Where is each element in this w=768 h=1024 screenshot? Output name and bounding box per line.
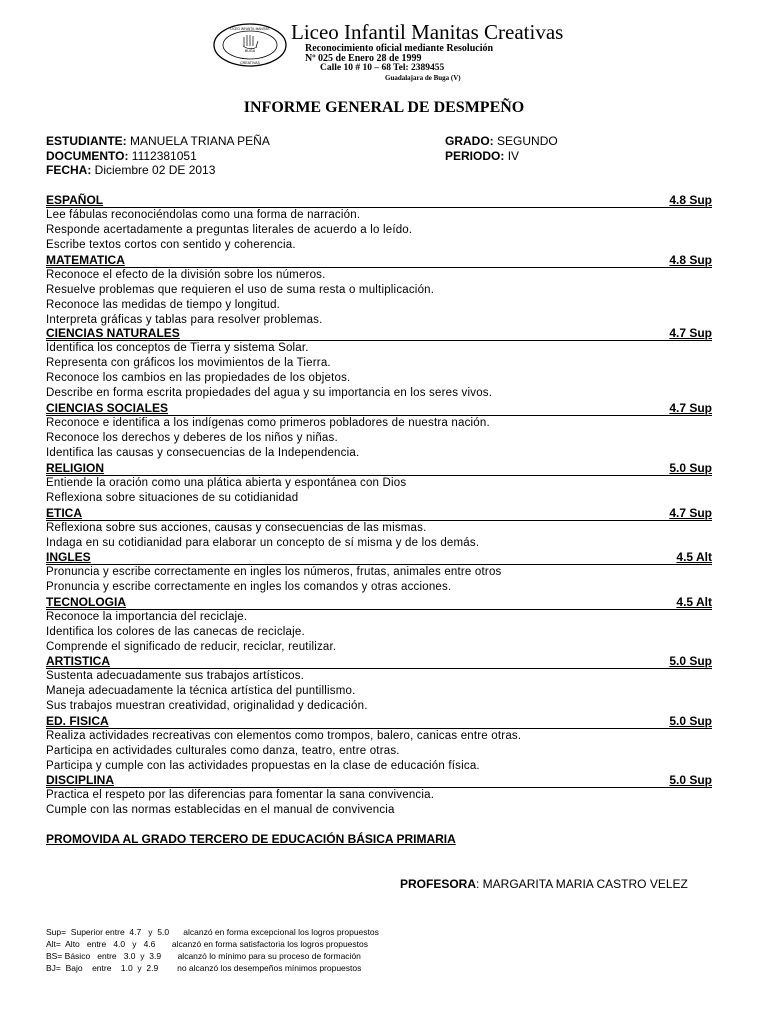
period-value: IV bbox=[507, 149, 520, 163]
logo-text-bottom: CREATIVAS bbox=[240, 61, 260, 65]
subject-header bbox=[46, 506, 712, 521]
header-resolution-number: Nº 025 de Enero 28 de 1999 bbox=[305, 53, 422, 64]
achievement-line: Responde acertadamente a preguntas literales de acuerdo a lo leído. bbox=[46, 224, 413, 236]
achievement-line: Lee fábulas reconociéndolas como una forma de narración. bbox=[46, 209, 361, 221]
achievement-line: Sustenta adecuadamente sus trabajos artísticos. bbox=[46, 670, 305, 682]
subject-header bbox=[46, 773, 712, 788]
subject-grade: 4.8 Sup bbox=[669, 193, 712, 207]
logo-text-top: LICEO INFANTIL MANITAS bbox=[230, 27, 270, 31]
subject-name: ED. FISICA bbox=[46, 714, 109, 728]
hand-icon bbox=[243, 35, 258, 49]
achievement-line: Identifica los conceptos de Tierra y sistema Solar. bbox=[46, 342, 309, 354]
achievement-line: Identifica las causas y consecuencias de la Independencia. bbox=[46, 447, 360, 459]
achievement-line: Describe en forma escrita propiedades del agua y su importancia en los seres vivos. bbox=[46, 387, 493, 399]
document-row bbox=[46, 149, 197, 163]
achievement-line: Escribe textos cortos con sentido y coherencia. bbox=[46, 239, 296, 251]
subject-header bbox=[46, 654, 712, 669]
subject-name: CIENCIAS NATURALES bbox=[46, 326, 180, 340]
achievement-line: Reconoce los derechos y deberes de los niños y niñas. bbox=[46, 432, 338, 444]
subject-header bbox=[46, 193, 712, 208]
achievement-line: Realiza actividades recreativas con elementos como trompos, balero, canicas entre otras. bbox=[46, 730, 522, 742]
promotion-statement: PROMOVIDA AL GRADO TERCERO DE EDUCACIÓN BÁSICA PRIMARIA bbox=[46, 832, 456, 846]
document-label: DOCUMENTO: bbox=[46, 149, 129, 163]
date-row bbox=[46, 163, 215, 177]
subject-name: DISCIPLINA bbox=[46, 773, 115, 787]
teacher-row bbox=[400, 877, 688, 891]
achievement-line: Identifica los colores de las canecas de reciclaje. bbox=[46, 626, 305, 638]
subject-grade: 4.5 Alt bbox=[676, 595, 712, 609]
achievement-line: Reconoce la importancia del reciclaje. bbox=[46, 611, 248, 623]
achievement-line: Sus trabajos muestran creatividad, originalidad y dedicación. bbox=[46, 700, 368, 712]
achievement-line: Resuelve problemas que requieren el uso de suma resta o multiplicación. bbox=[46, 284, 435, 296]
achievement-line: Practica el respeto por las diferencias para fomentar la sana convivencia. bbox=[46, 789, 435, 801]
subject-grade: 4.7 Sup bbox=[669, 401, 712, 415]
report-title: INFORME GENERAL DE DESMPEÑO bbox=[243, 99, 525, 116]
achievement-line: Participa en actividades culturales como danza, teatro, entre otras. bbox=[46, 745, 400, 757]
achievement-line: Reconoce las medidas de tiempo y longitud. bbox=[46, 299, 281, 311]
document-number: 1112381051 bbox=[131, 149, 197, 163]
achievement-line: Comprende el significado de reducir, reciclar, reutilizar. bbox=[46, 641, 337, 653]
achievement-line: Cumple con las normas establecidas en el manual de convivencia bbox=[46, 804, 395, 816]
subject-name: INGLES bbox=[46, 550, 91, 564]
subject-grade: 5.0 Sup bbox=[669, 461, 712, 475]
achievement-line: Representa con gráficos los movimientos de la Tierra. bbox=[46, 357, 331, 369]
subject-name: ARTISTICA bbox=[46, 654, 110, 668]
legend-bajo: BJ= Bajo entre 1.0 y 2.9 no alcanzó los desempeños mínimos propuestos bbox=[46, 963, 362, 973]
header-address: Calle 10 # 10 – 68 Tel: 2389455 bbox=[320, 63, 445, 73]
subject-grade: 4.8 Sup bbox=[669, 253, 712, 267]
teacher-name: : MARGARITA MARIA CASTRO VELEZ bbox=[476, 877, 688, 891]
subject-header bbox=[46, 714, 712, 729]
achievement-line: Reconoce el efecto de la división sobre los números. bbox=[46, 269, 326, 281]
achievement-line: Indaga en su cotidianidad para elaborar un concepto de sí misma y de los demás. bbox=[46, 537, 480, 549]
achievement-line: Interpreta gráficas y tablas para resolver problemas. bbox=[46, 314, 323, 326]
subject-grade: 5.0 Sup bbox=[669, 773, 712, 787]
achievement-line: Participa y cumple con las actividades propuestas en la clase de educación física. bbox=[46, 760, 480, 772]
subject-name: TECNOLOGIA bbox=[46, 595, 126, 609]
achievement-line: Reflexiona sobre situaciones de su cotidianidad bbox=[46, 492, 299, 504]
subject-name: MATEMATICA bbox=[46, 253, 125, 267]
subject-name: CIENCIAS SOCIALES bbox=[46, 401, 169, 415]
period-label: PERIODO: bbox=[445, 149, 505, 163]
grade-row bbox=[445, 134, 558, 148]
subject-grade: 4.7 Sup bbox=[669, 506, 712, 520]
achievement-line: Entiende la oración como una plática abierta y espontánea con Dios bbox=[46, 477, 407, 489]
subject-header bbox=[46, 401, 712, 416]
subject-grade: 5.0 Sup bbox=[669, 714, 712, 728]
header-city: Guadalajara de Buga (V) bbox=[385, 74, 461, 82]
achievement-line: Maneja adecuadamente la técnica artística del puntillismo. bbox=[46, 685, 356, 697]
achievement-line: Pronuncia y escribe correctamente en ingles los comandos y otras acciones. bbox=[46, 581, 452, 593]
subject-name: RELIGION bbox=[46, 461, 105, 475]
school-name: Liceo Infantil Manitas Creativas bbox=[291, 20, 564, 44]
grade-value: SEGUNDO bbox=[497, 134, 558, 148]
subject-grade: 4.5 Alt bbox=[676, 550, 712, 564]
logo-text-mid: BUGA bbox=[244, 49, 256, 53]
grade-label: GRADO: bbox=[445, 134, 494, 148]
subject-name: ETICA bbox=[46, 506, 82, 520]
legend-alto: Alt= Alto entre 4.0 y 4.6 alcanzó en forma satisfactoria los logros propuestos bbox=[46, 939, 368, 949]
legend-superior: Sup= Superior entre 4.7 y 5.0 alcanzó en forma excepcional los logros propuestos bbox=[46, 927, 379, 937]
subject-header bbox=[46, 461, 712, 476]
subject-grade: 5.0 Sup bbox=[669, 654, 712, 668]
student-name: MANUELA TRIANA PEÑA bbox=[130, 134, 270, 148]
legend-basico: BS= Básico entre 3.0 y 3.9 alcanzó lo mínimo para su proceso de formación bbox=[46, 951, 361, 961]
achievement-line: Reconoce e identifica a los indígenas como primeros pobladores de nuestra nación. bbox=[46, 417, 490, 429]
subject-name: ESPAÑOL bbox=[46, 193, 104, 207]
student-row bbox=[46, 134, 270, 148]
date-label: FECHA: bbox=[46, 163, 92, 177]
achievement-line: Reconoce los cambios en las propiedades de los objetos. bbox=[46, 372, 351, 384]
subject-header bbox=[46, 595, 712, 610]
period-row bbox=[445, 149, 519, 163]
subject-header bbox=[46, 253, 712, 268]
achievement-line: Pronuncia y escribe correctamente en ingles los números, frutas, animales entre otros bbox=[46, 566, 502, 578]
achievement-line: Reflexiona sobre sus acciones, causas y consecuencias de las mismas. bbox=[46, 522, 427, 534]
school-logo bbox=[212, 22, 288, 68]
date-value: Diciembre 02 DE 2013 bbox=[94, 163, 216, 177]
student-label: ESTUDIANTE: bbox=[46, 134, 127, 148]
subject-header bbox=[46, 326, 712, 341]
subject-grade: 4.7 Sup bbox=[669, 326, 712, 340]
subject-header bbox=[46, 550, 712, 565]
header-resolution: Reconocimiento oficial mediante Resolución bbox=[305, 43, 494, 54]
teacher-label: PROFESORA bbox=[400, 877, 477, 891]
